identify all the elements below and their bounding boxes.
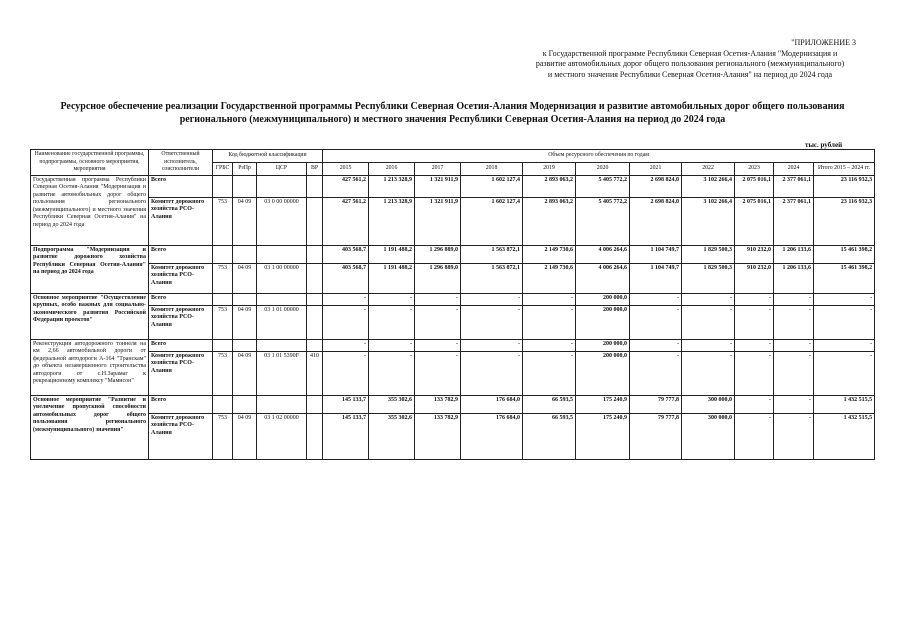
total-cell: 15 461 398,2 — [814, 263, 875, 293]
value-cell: - — [415, 339, 461, 351]
csr-cell — [257, 293, 307, 305]
value-cell: - — [774, 413, 814, 459]
value-cell: - — [415, 305, 461, 339]
executor-cell: Всего — [149, 175, 213, 197]
document-title: Ресурсное обеспечение реализации Государственной программы Республики Северная Осетия-Алания Модернизация и развитие автомобильных дорог общего пользования регионального (межмуниципального) и местного значения Республики Северная Осетия-Алания на период до 2024 года — [60, 101, 845, 125]
program-name: Подпрограмма "Модернизация и развитие дорожного хозяйства Республики Северная Осетия-Алания" на период до 2024 года — [31, 245, 149, 293]
value-cell: 4 006 264,6 — [576, 245, 630, 263]
header-code-col: ВР — [307, 162, 323, 175]
table-row — [31, 351, 875, 395]
header-year: 2019 — [523, 162, 576, 175]
header-year: 2021 — [630, 162, 682, 175]
value-cell: - — [735, 305, 774, 339]
csr-cell: 03 1 02 00000 — [257, 413, 307, 459]
value-cell: - — [415, 351, 461, 395]
value-cell: - — [523, 305, 576, 339]
value-cell: 2 149 730,6 — [523, 245, 576, 263]
csr-cell: 03 0 00 00000 — [257, 197, 307, 245]
grbs-cell: 753 — [213, 351, 233, 395]
header-year: 2015 — [323, 162, 369, 175]
vr-cell — [307, 197, 323, 245]
value-cell: 4 006 264,6 — [576, 263, 630, 293]
vr-cell — [307, 293, 323, 305]
value-cell: 2 377 061,1 — [774, 175, 814, 197]
grbs-cell: 753 — [213, 413, 233, 459]
total-cell: 23 116 932,3 — [814, 175, 875, 197]
grbs-cell: 753 — [213, 197, 233, 245]
value-cell: 145 133,7 — [323, 413, 369, 459]
value-cell: 427 561,2 — [323, 197, 369, 245]
value-cell: - — [682, 293, 735, 305]
value-cell: 176 684,0 — [461, 395, 523, 413]
value-cell: - — [774, 395, 814, 413]
value-cell: 910 232,0 — [735, 263, 774, 293]
value-cell: 1 563 872,1 — [461, 245, 523, 263]
value-cell: - — [735, 395, 774, 413]
value-cell: - — [461, 293, 523, 305]
table-body — [31, 175, 875, 459]
program-name: Государственная программа Республики Северная Осетия-Алания "Модернизация и развитие автомобильных дорог общего пользования регионального (межмуниципального) и местного значения Республики Северная Осетия-Алания" на период до 2024 года — [31, 175, 149, 245]
appendix-header — [520, 38, 860, 80]
csr-cell: 03 1 01 5390F — [257, 351, 307, 395]
value-cell: 355 302,6 — [369, 395, 415, 413]
value-cell: 403 568,7 — [323, 245, 369, 263]
vr-cell — [307, 245, 323, 263]
executor-cell: Комитет дорожного хозяйства РСО-Алания — [149, 197, 213, 245]
value-cell: - — [323, 305, 369, 339]
value-cell: 1 321 911,9 — [415, 175, 461, 197]
value-cell: 2 698 824,0 — [630, 175, 682, 197]
value-cell: 2 149 730,6 — [523, 263, 576, 293]
table-row — [31, 175, 875, 197]
grbs-cell — [213, 293, 233, 305]
value-cell: - — [735, 293, 774, 305]
value-cell: - — [735, 413, 774, 459]
program-name: Реконструкция автодорожного тоннеля на км 2,66 автомобильной дороги от федеральной автодороги А-164 "Транскам" до объекта незавершенного строительства автодороги от с.Н.Зарамаг к рекреационному комплексу "Мамисон" — [31, 339, 149, 395]
value-cell: 3 102 266,4 — [682, 197, 735, 245]
value-cell: 2 698 824,0 — [630, 197, 682, 245]
executor-cell: Всего — [149, 339, 213, 351]
value-cell: 175 240,9 — [576, 395, 630, 413]
csr-cell: 03 1 00 00000 — [257, 263, 307, 293]
value-cell: 2 893 063,2 — [523, 175, 576, 197]
value-cell: 910 232,0 — [735, 245, 774, 263]
header-year: 2016 — [369, 162, 415, 175]
value-cell: - — [735, 339, 774, 351]
appendix-line: развитие автомобильных дорог общего пользования регионального (межмуниципального) — [535, 59, 845, 68]
value-cell: 1 104 749,7 — [630, 263, 682, 293]
csr-cell — [257, 245, 307, 263]
grbs-cell — [213, 245, 233, 263]
value-cell: - — [369, 339, 415, 351]
value-cell: - — [461, 339, 523, 351]
value-cell: - — [323, 339, 369, 351]
value-cell: 2 075 016,1 — [735, 197, 774, 245]
total-cell: 15 461 398,2 — [814, 245, 875, 263]
value-cell: 427 561,2 — [323, 175, 369, 197]
header-year: 2018 — [461, 162, 523, 175]
rzpr-cell — [233, 245, 257, 263]
total-cell: 23 116 932,3 — [814, 197, 875, 245]
resource-table — [30, 149, 875, 460]
rzpr-cell: 04 09 — [233, 263, 257, 293]
appendix-line: к Государственной программе Республики Северная Осетия-Алания "Модернизация и — [542, 48, 838, 58]
table-row — [31, 197, 875, 245]
value-cell: - — [369, 293, 415, 305]
csr-cell — [257, 395, 307, 413]
value-cell: 355 302,6 — [369, 413, 415, 459]
vr-cell: 410 — [307, 351, 323, 395]
grbs-cell — [213, 395, 233, 413]
grbs-cell — [213, 175, 233, 197]
value-cell: 145 133,7 — [323, 395, 369, 413]
value-cell: - — [630, 339, 682, 351]
value-cell: - — [682, 339, 735, 351]
value-cell: - — [323, 351, 369, 395]
total-cell: 1 432 515,5 — [814, 395, 875, 413]
vr-cell — [307, 305, 323, 339]
executor-cell: Комитет дорожного хозяйства РСО-Алания — [149, 263, 213, 293]
header-year: 2022 — [682, 162, 735, 175]
value-cell: - — [323, 293, 369, 305]
header-name: Наименование государственной программы, подпрограммы, основного мероприятия, мероприятия — [31, 150, 149, 176]
csr-cell: 03 1 01 00000 — [257, 305, 307, 339]
executor-cell: Всего — [149, 395, 213, 413]
grbs-cell: 753 — [213, 305, 233, 339]
value-cell: 1 829 500,3 — [682, 245, 735, 263]
program-name: Основное мероприятие "Развитие и увеличение пропускной способности автомобильных дорог общего пользования регионального (межмуниципального) значения" — [31, 395, 149, 459]
value-cell: - — [369, 305, 415, 339]
value-cell: - — [523, 339, 576, 351]
value-cell: - — [682, 351, 735, 395]
csr-cell — [257, 175, 307, 197]
value-cell: - — [630, 293, 682, 305]
executor-cell: Комитет дорожного хозяйства РСО-Алания — [149, 413, 213, 459]
value-cell: 200 000,0 — [576, 293, 630, 305]
rzpr-cell: 04 09 — [233, 413, 257, 459]
table-row — [31, 263, 875, 293]
value-cell: 300 000,0 — [682, 395, 735, 413]
table-row — [31, 293, 875, 305]
value-cell: 1 206 133,6 — [774, 263, 814, 293]
header-total: Итого 2015 – 2024 гг. — [814, 162, 875, 175]
header-executor: Ответственный исполнитель, соисполнители — [149, 150, 213, 176]
total-cell: 1 432 515,5 — [814, 413, 875, 459]
value-cell: 1 191 488,2 — [369, 263, 415, 293]
value-cell: 66 593,5 — [523, 413, 576, 459]
vr-cell — [307, 263, 323, 293]
value-cell: 1 602 127,4 — [461, 175, 523, 197]
value-cell: 1 213 328,9 — [369, 197, 415, 245]
table-row — [31, 305, 875, 339]
total-cell: - — [814, 351, 875, 395]
value-cell: 3 102 266,4 — [682, 175, 735, 197]
value-cell: 1 829 500,3 — [682, 263, 735, 293]
value-cell: 200 000,0 — [576, 305, 630, 339]
value-cell: - — [682, 305, 735, 339]
header-code-col: ГРБС — [213, 162, 233, 175]
vr-cell — [307, 413, 323, 459]
table-row — [31, 413, 875, 459]
header-code-col: РзПр — [233, 162, 257, 175]
value-cell: 1 206 133,6 — [774, 245, 814, 263]
program-name: Основное мероприятие "Осуществление крупных, особо важных для социально-экономического развития Российской Федерации проектов" — [31, 293, 149, 339]
executor-cell: Всего — [149, 245, 213, 263]
header-code-group: Код бюджетной классификации — [213, 150, 323, 163]
vr-cell — [307, 339, 323, 351]
value-cell: - — [774, 339, 814, 351]
total-cell: - — [814, 293, 875, 305]
value-cell: - — [461, 305, 523, 339]
value-cell: - — [461, 351, 523, 395]
value-cell: 200 000,0 — [576, 351, 630, 395]
value-cell: 79 777,8 — [630, 395, 682, 413]
value-cell: 66 593,5 — [523, 395, 576, 413]
grbs-cell: 753 — [213, 263, 233, 293]
table-row — [31, 339, 875, 351]
header-year: 2017 — [415, 162, 461, 175]
csr-cell — [257, 339, 307, 351]
value-cell: 79 777,8 — [630, 413, 682, 459]
value-cell: 1 321 911,9 — [415, 197, 461, 245]
value-cell: - — [735, 351, 774, 395]
value-cell: 1 296 889,0 — [415, 263, 461, 293]
value-cell: - — [369, 351, 415, 395]
executor-cell: Комитет дорожного хозяйства РСО-Алания — [149, 351, 213, 395]
table-row — [31, 395, 875, 413]
rzpr-cell — [233, 395, 257, 413]
value-cell: 300 000,0 — [682, 413, 735, 459]
header-code-col: ЦСР — [257, 162, 307, 175]
units-label: тыс. рублей — [805, 141, 843, 149]
value-cell: - — [774, 305, 814, 339]
value-cell: - — [415, 293, 461, 305]
value-cell: - — [630, 305, 682, 339]
value-cell: 5 405 772,2 — [576, 175, 630, 197]
value-cell: 133 782,9 — [415, 413, 461, 459]
rzpr-cell: 04 09 — [233, 305, 257, 339]
vr-cell — [307, 395, 323, 413]
total-cell: - — [814, 305, 875, 339]
executor-cell: Всего — [149, 293, 213, 305]
executor-cell: Комитет дорожного хозяйства РСО-Алания — [149, 305, 213, 339]
value-cell: 1 563 872,1 — [461, 263, 523, 293]
value-cell: 176 684,0 — [461, 413, 523, 459]
value-cell: 2 075 016,1 — [735, 175, 774, 197]
value-cell: - — [630, 351, 682, 395]
header-volume-group: Объем ресурсного обеспечения по годам — [323, 150, 875, 163]
value-cell: 133 782,9 — [415, 395, 461, 413]
value-cell: 1 104 749,7 — [630, 245, 682, 263]
header-year: 2024 — [774, 162, 814, 175]
table-row — [31, 245, 875, 263]
value-cell: 403 568,7 — [323, 263, 369, 293]
vr-cell — [307, 175, 323, 197]
value-cell: 2 893 063,2 — [523, 197, 576, 245]
rzpr-cell — [233, 339, 257, 351]
value-cell: - — [523, 351, 576, 395]
header-year: 2023 — [735, 162, 774, 175]
value-cell: - — [774, 293, 814, 305]
value-cell: 200 000,0 — [576, 339, 630, 351]
value-cell: 1 213 328,9 — [369, 175, 415, 197]
rzpr-cell: 04 09 — [233, 197, 257, 245]
value-cell: - — [774, 351, 814, 395]
appendix-label: "ПРИЛОЖЕНИЕ 3 — [791, 38, 856, 47]
value-cell: 5 405 772,2 — [576, 197, 630, 245]
value-cell: - — [523, 293, 576, 305]
value-cell: 1 191 488,2 — [369, 245, 415, 263]
rzpr-cell: 04 09 — [233, 351, 257, 395]
value-cell: 175 240,9 — [576, 413, 630, 459]
value-cell: 1 602 127,4 — [461, 197, 523, 245]
value-cell: 1 296 889,0 — [415, 245, 461, 263]
header-year: 2020 — [576, 162, 630, 175]
total-cell: - — [814, 339, 875, 351]
appendix-line: и местного значения Республики Северная Осетия-Алания" на период до 2024 года — [547, 69, 833, 79]
rzpr-cell — [233, 175, 257, 197]
grbs-cell — [213, 339, 233, 351]
rzpr-cell — [233, 293, 257, 305]
value-cell: 2 377 061,1 — [774, 197, 814, 245]
